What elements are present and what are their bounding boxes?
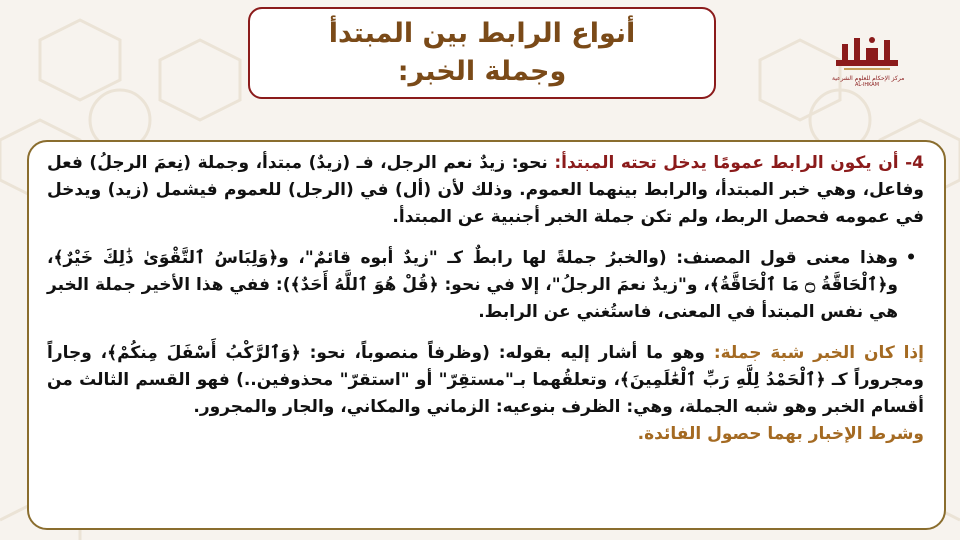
- semi-sentence-body: وهو ما أشار إليه بقوله: (وظرفاً منصوباً، نحو: ﴿وَٱلرَّكْبُ أَسْفَلَ مِنكُمْ﴾، وجاراً ومجروراً كـ ﴿ٱلْحَمْدُ لِلَّهِ رَبِّ ٱلْعَٰلَمِينَ﴾، وتعلقُهما بـ"مستقِرّ" أو "استقرّ" محذوفين..) فهو القسم الثالث من أقسام الخبر وهو شبه الجملة، وهي: الظرف بنوعيه: الزماني والمكاني، والجار والمجرور.: [47, 343, 924, 417]
- bullet-icon: •: [905, 248, 917, 268]
- title-box: [248, 7, 716, 99]
- page-title-line-1: أنواع الرابط بين المبتدأ: [328, 18, 636, 49]
- paragraph-point-4: [47, 150, 924, 231]
- logo-mark-icon: [834, 30, 900, 74]
- paragraph-semi-sentence: [47, 340, 924, 421]
- logo: [832, 30, 905, 96]
- point-4-heading: 4- أن يكون الرابط عمومًا يدخل تحته المبتدأ:: [554, 153, 924, 173]
- content-box: [27, 140, 946, 530]
- point-4-body: نحو: زيدٌ نعم الرجل، فـ (زيدٌ) مبتدأ، وجملة (نِعمَ الرجلُ) فعل وفاعل، وهي خبر المبتدأ، والرابط بينهما العموم. وذلك لأن (أل) في (الرجل) للعموم فيشمل (زيد) ويدخل في عمومه فحصل الربط، ولم تكن جملة الخبر أجنبية عن المبتدأ.: [47, 153, 924, 227]
- bullet-item: [47, 245, 924, 326]
- logo-tagline: AL-IHKAM: [854, 82, 880, 88]
- semi-sentence-heading: إذا كان الخبر شبهَ جملة:: [713, 343, 924, 363]
- condition-line: وشرط الإخبار بهما حصول الفائدة.: [637, 424, 924, 444]
- page-title-line-2: وجملة الخبر:: [397, 56, 567, 87]
- bullet-paragraph: وهذا معنى قول المصنف: (والخبرُ جملةً لها رابطٌ كـ "زيدٌ أبوه قائمٌ"، و﴿وَلِبَاسُ ٱلتَّقْوَىٰ ذَٰلِكَ خَيْرٌ﴾، و﴿ٱلْحَاقَّةُ ۝ مَا ٱلْحَاقَّةُ﴾، و"زيدٌ نعمَ الرجلُ"، إلا في نحو: ﴿قُلْ هُوَ ٱللَّهُ أَحَدٌ﴾): ففي هذا الأخير جملة الخبر هي نفس المبتدأ في المعنى، فاستُغني عن الرابط.: [47, 248, 898, 322]
- logo-subtitle: مركز الإحكام للعلوم الشرعية: [832, 75, 905, 82]
